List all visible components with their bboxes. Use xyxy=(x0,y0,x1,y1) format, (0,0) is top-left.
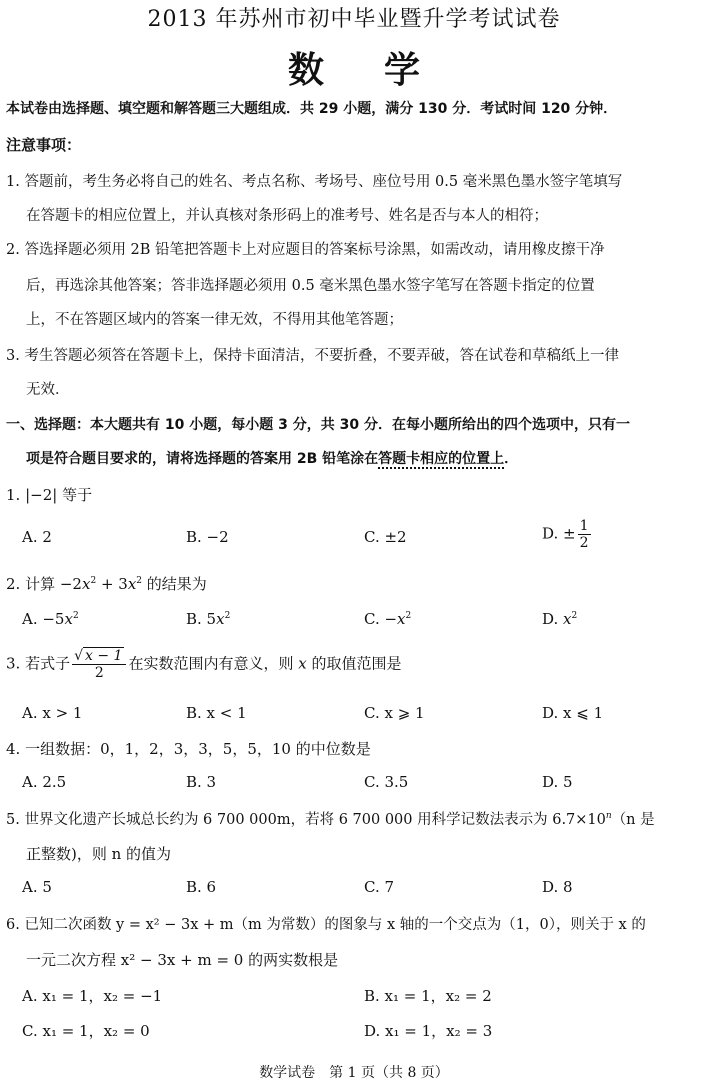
q3-option-b: B. x < 1 xyxy=(186,704,247,722)
notice-2-line-3: 上，不在答题区域内的答案一律无效，不得用其他笔答题； xyxy=(26,312,403,328)
notice-2-line-1: 2. 答选择题必须用 2B 铅笔把答题卡上对应题目的答案标号涂黑，如需改动，请用橡皮擦干净 xyxy=(6,242,605,258)
notice-2-line-2: 后，再选涂其他答案；答非选择题必须用 0.5 毫米黑色墨水签字笔写在答题卡指定的位置 xyxy=(26,278,595,294)
notice-1-line-2: 在答题卡的相应位置上，并认真核对条形码上的准考号、姓名是否与本人的相符； xyxy=(26,208,548,224)
page-footer: 数学试卷 第 1 页（共 8 页） xyxy=(259,1065,449,1081)
question-4: 4. 一组数据：0，1，2，3，3，5，5，10 的中位数是 xyxy=(6,740,371,758)
question-2: 2. 计算 $-2x^2 + 3x^2$ 的结果为 xyxy=(6,575,207,593)
q1-option-c: C. ±2 xyxy=(364,528,407,546)
notice-3-line-2: 无效． xyxy=(26,382,70,398)
q5-option-d: D. 8 xyxy=(542,878,573,896)
q3-option-a: A. x > 1 xyxy=(22,704,83,722)
q2-option-a: A. $-5x^2$ xyxy=(22,610,79,628)
q6-option-c: C. x₁ = 1，x₂ = 0 xyxy=(22,1022,150,1040)
question-6-line-2: 一元二次方程 x² − 3x + m = 0 的两实数根是 xyxy=(26,951,339,969)
q3-option-d: D. x ⩽ 1 xyxy=(542,704,604,722)
q5-option-b: B. 6 xyxy=(186,878,217,896)
notice-heading: 注意事项： xyxy=(6,136,82,154)
q6-option-a: A. x₁ = 1，x₂ = −1 xyxy=(22,987,163,1005)
q6-option-b: B. x₁ = 1，x₂ = 2 xyxy=(364,987,492,1005)
section-1-instruction: 项是符合题目要求的，请将选择题的答案用 2B 铅笔涂在答题卡相应的位置上． xyxy=(26,451,519,467)
sqrt-fraction: $\frac{√ x - 1}{2}$ xyxy=(72,648,126,681)
question-1: 1. |−2| 等于 xyxy=(6,486,93,504)
q6-option-d: D. x₁ = 1，x₂ = 3 xyxy=(364,1022,493,1040)
section-1-heading: 一、选择题：本大题共有 10 小题，每小题 3 分，共 30 分．在每小题所给出的四个选项中，只有一 xyxy=(6,417,630,433)
subject-title: 数学 xyxy=(287,50,480,91)
notice-3-line-1: 3. 考生答题必须答在答题卡上，保持卡面清洁，不要折叠，不要弄破，答在试卷和草稿纸上一律 xyxy=(6,348,619,364)
q2-option-c: C. $-x^2$ xyxy=(364,610,412,628)
q2-option-d: D. $x^2$ xyxy=(542,610,578,628)
q1-option-d: D. ± $\frac{1}{2}$ xyxy=(542,518,589,551)
q2-option-b: B. $5x^2$ xyxy=(186,610,231,628)
question-5-line-2: 正整数)，则 n 的值为 xyxy=(26,845,172,863)
exam-title: 2013 年苏州市初中毕业暨升学考试试卷 xyxy=(147,7,561,32)
question-6-line-1: 6. 已知二次函数 y = x² − 3x + m（m 为常数）的图象与 x 轴的一个交点为（1，0），则关于 x 的 xyxy=(6,917,646,933)
q4-option-b: B. 3 xyxy=(186,773,217,791)
q1-option-b: B. −2 xyxy=(186,528,229,546)
q5-option-a: A. 5 xyxy=(22,878,52,896)
exam-intro: 本试卷由选择题、填空题和解答题三大题组成．共 29 小题，满分 130 分．考试时间 120 分钟． xyxy=(6,101,618,117)
question-3: 3. 若式子 $\frac{√ x - 1}{2}$ 在实数范围内有意义，则 x 的取值范围是 xyxy=(6,648,402,681)
q4-option-d: D. 5 xyxy=(542,773,573,791)
q3-option-c: C. x ⩾ 1 xyxy=(364,704,425,722)
q1-option-a: A. 2 xyxy=(22,528,52,546)
q4-option-a: A. 2.5 xyxy=(22,773,67,791)
emphasis-dotted: 答题卡相应的位置上 xyxy=(378,451,505,467)
fraction: $\frac{1}{2}$ xyxy=(579,518,589,551)
q5-option-c: C. 7 xyxy=(364,878,395,896)
question-5-line-1: 5. 世界文化遗产长城总长约为 6 700 000m，若将 6 700 000 用科学记数法表示为 $6.7\times 10^n(n$ 是 xyxy=(6,811,655,828)
notice-1-line-1: 1. 答题前，考生务必将自己的姓名、考点名称、考场号、座位号用 0.5 毫米黑色墨水签字笔填写 xyxy=(6,174,623,190)
q4-option-c: C. 3.5 xyxy=(364,773,409,791)
